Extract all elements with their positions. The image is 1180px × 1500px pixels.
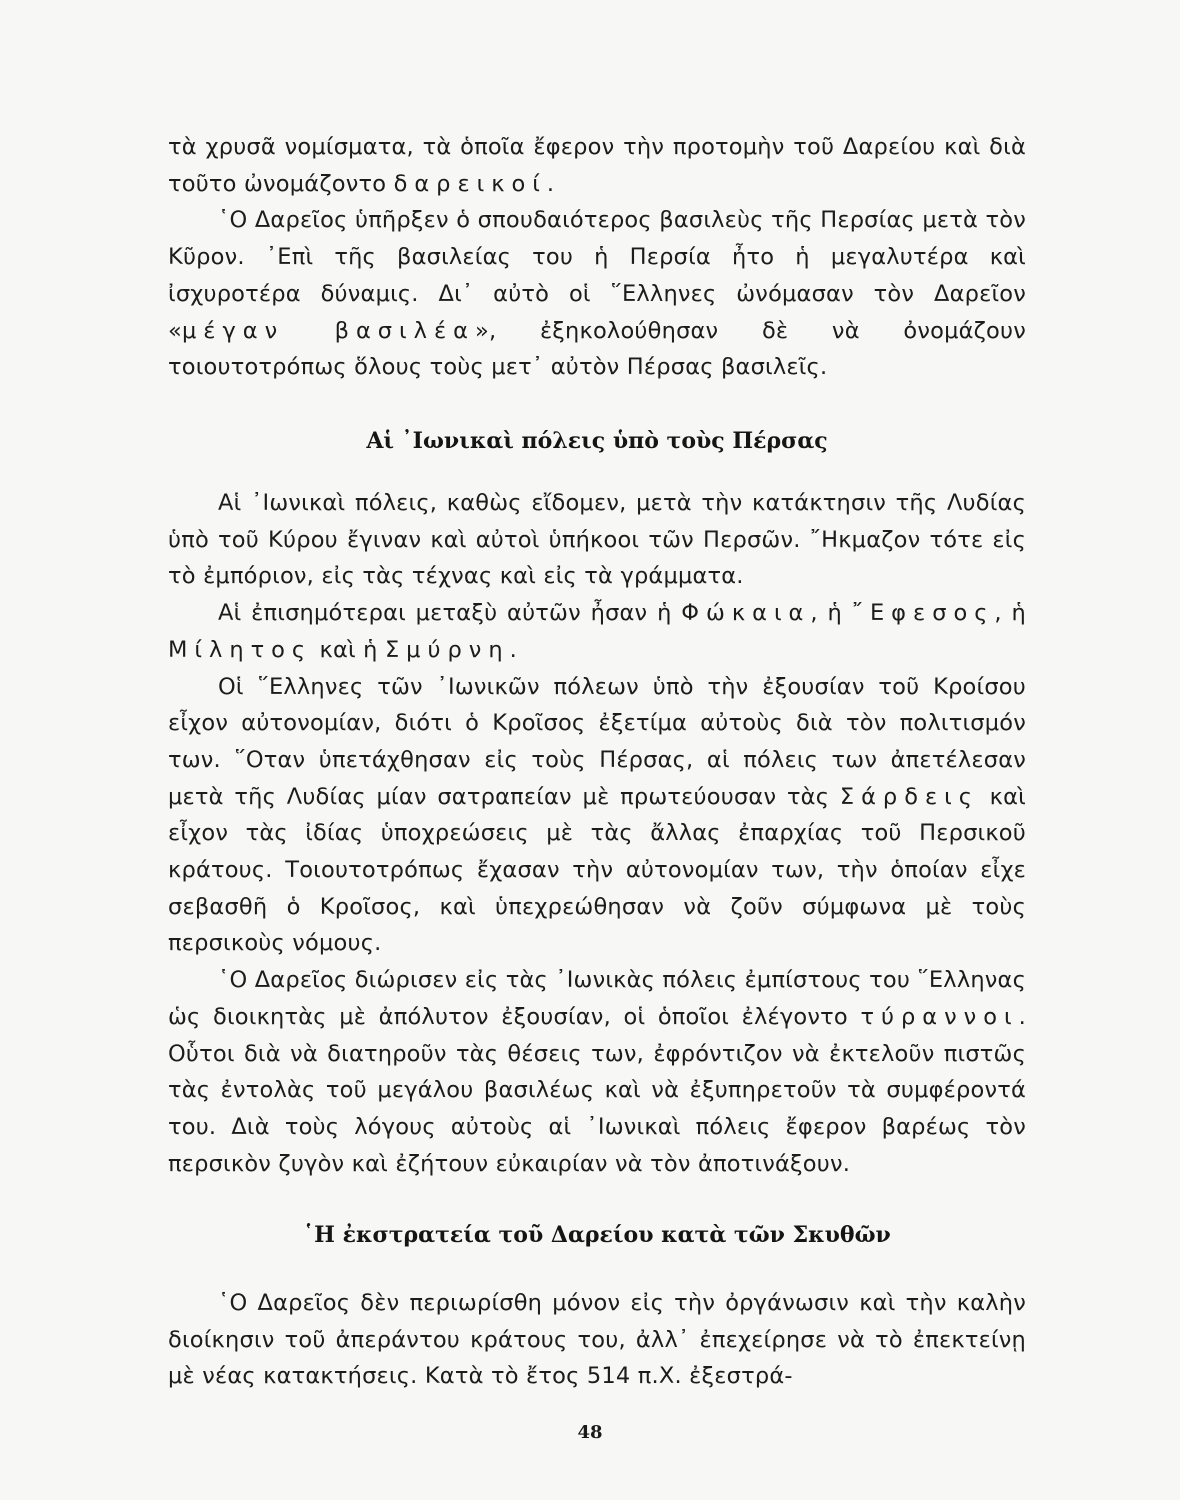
text-run: τὰ χρυσᾶ νομίσματα, τὰ ὁποῖα ἔφερον τὴν προτομὴν τοῦ Δαρείου καὶ διὰ τοῦτο ὠνομάζοντο	[168, 134, 1026, 197]
spaced-term-efesos: ῎Εφεσος	[851, 600, 995, 627]
text-run: Αἱ ἐπισημότεραι μεταξὺ αὐτῶν ἦσαν ἡ	[218, 600, 682, 627]
paragraph-expansion: ῾Ο Δαρεῖος δὲν περιωρίσθη μόνον εἰς τὴν ὀργάνωσιν καὶ τὴν καλὴν διοίκησιν τοῦ ἀπεράντου κράτους του, ἀλλ᾽ ἐπεχείρησε νὰ τὸ ἐπεκτείνῃ μὲ νέας κατακτήσεις. Κατὰ τὸ ἔτος 514 π.Χ. ἐξεστρά-	[168, 1290, 1026, 1390]
text-run: . Οὗτοι διὰ νὰ διατηροῦν τὰς θέσεις των, ἐφρόντιζον νὰ ἐκτελοῦν πιστῶς τὰς ἐντολὰς τοῦ μεγάλου βασιλέως καὶ νὰ ἐξυπηρετοῦν τὰ συμφέροντά του. Διὰ τοὺς λόγους αὐτοὺς αἱ ᾽Ιωνικαὶ πόλεις ἔφερον βαρέως τὸν περσικὸν ζυγὸν καὶ ἐζήτουν εὐκαιρίαν νὰ τὸν ἀποτινάξουν.	[168, 1003, 1026, 1177]
spaced-term-megan-basilea: μέγαν βασιλέα	[181, 317, 475, 344]
paragraph-ionian-conquest: Αἱ ᾽Ιωνικαὶ πόλεις, καθὼς εἴδομεν, μετὰ τὴν κατάκτησιν τῆς Λυδίας ὑπὸ τοῦ Κύρου ἔγιναν καὶ αὐτοὶ ὑπήκοοι τῶν Περσῶν. ῎Ηκμαζον τότε εἰς τὸ ἐμπόριον, εἰς τὰς τέχνας καὶ εἰς τὰ γράμματα.	[168, 490, 1026, 590]
paragraph-darius	[168, 202, 1026, 386]
text-block-ionian-cities	[168, 485, 1026, 1182]
paragraph-darics	[168, 129, 1026, 202]
paragraph-notable-cities	[168, 595, 1026, 668]
spaced-term-fokaia: Φώκαια	[681, 600, 811, 627]
spaced-term-militos: Μίλητος	[168, 636, 313, 663]
text-run: ῾Ο Δαρεῖος διώρισεν εἰς τὰς ᾽Ιωνικὰς πόλεις ἐμπίστους του ῞Ελληνας ὡς διοικητὰς μὲ ἀπόλυτον ἐξουσίαν, οἱ ὁποῖοι ἐλέγοντο	[168, 967, 1026, 1030]
paragraph-autonomy	[168, 669, 1026, 963]
text-run: καὶ ἡ	[312, 636, 385, 663]
text-run: , ἡ	[994, 600, 1026, 627]
spaced-term-tyrannoi: τύραννοι	[860, 1003, 1019, 1030]
spaced-term-dareikoi: δαρεικοί	[393, 170, 547, 197]
section-heading-ionian-cities: Αἱ ᾽Ιωνικαὶ πόλεις ὑπὸ τοὺς Πέρσας	[366, 428, 828, 454]
text-run: .	[509, 636, 517, 663]
text-run: καὶ εἶχον τὰς ἰδίας ὑποχρεώσεις μὲ τὰς ἄλλας ἐπαρχίας τοῦ Περσικοῦ κράτους. Τοιουτοτρόπως ἔχασαν τὴν αὐτονομίαν των, τὴν ὁποίαν εἶχε σεβασθῆ ὁ Κροῖσος, καὶ ὑπεχρεώθησαν νὰ ζοῦν σύμφωνα μὲ τοὺς περσικοὺς νόμους.	[168, 783, 1026, 957]
paragraph-tyrants	[168, 962, 1026, 1182]
spaced-term-sardeis: Σάρδεις	[839, 783, 979, 810]
page-number: 48	[577, 1422, 603, 1443]
section-heading-scythian-campaign: ῾Η ἐκστρατεία τοῦ Δαρείου κατὰ τῶν Σκυθῶν	[303, 1222, 891, 1248]
text-block-intro	[168, 129, 1026, 386]
text-run: , ἡ	[810, 600, 852, 627]
text-run: Οἱ ῞Ελληνες τῶν ᾽Ιωνικῶν πόλεων ὑπὸ τὴν ἐξουσίαν τοῦ Κροίσου εἶχον αὐτονομίαν, διότι ὁ Κροῖσος ἐξετίμα αὐτοὺς διὰ τὸν πολιτισμόν των. ῞Οταν ὑπετάχθησαν εἰς τοὺς Πέρσας, αἱ πόλεις των ἀπετέλεσαν μετὰ τῆς Λυδίας μίαν σατραπείαν μὲ πρωτεύουσαν τὰς	[168, 673, 1026, 810]
text-block-scythian-campaign	[168, 1285, 1026, 1395]
text-run: », ἐξηκολούθησαν δὲ νὰ ὀνομάζουν τοιουτοτρόπως ὅλους τοὺς μετ᾽ αὐτὸν Πέρσας βασιλεῖς.	[168, 317, 1027, 381]
text-run: ῾Ο Δαρεῖος ὑπῆρξεν ὁ σπουδαιότερος βασιλεὺς τῆς Περσίας μετὰ τὸν Κῦρον. ᾽Επὶ τῆς βασιλείας του ἡ Περσία ἦτο ἡ μεγαλυτέρα καὶ ἰσχυροτέρα δύναμις. Δι᾽ αὐτὸ οἱ ῞Ελληνες ὠνόμασαν τὸν Δαρεῖον «	[168, 207, 1026, 344]
spaced-term-smyrni: Σμύρνη	[384, 636, 510, 663]
text-run: .	[546, 170, 555, 197]
